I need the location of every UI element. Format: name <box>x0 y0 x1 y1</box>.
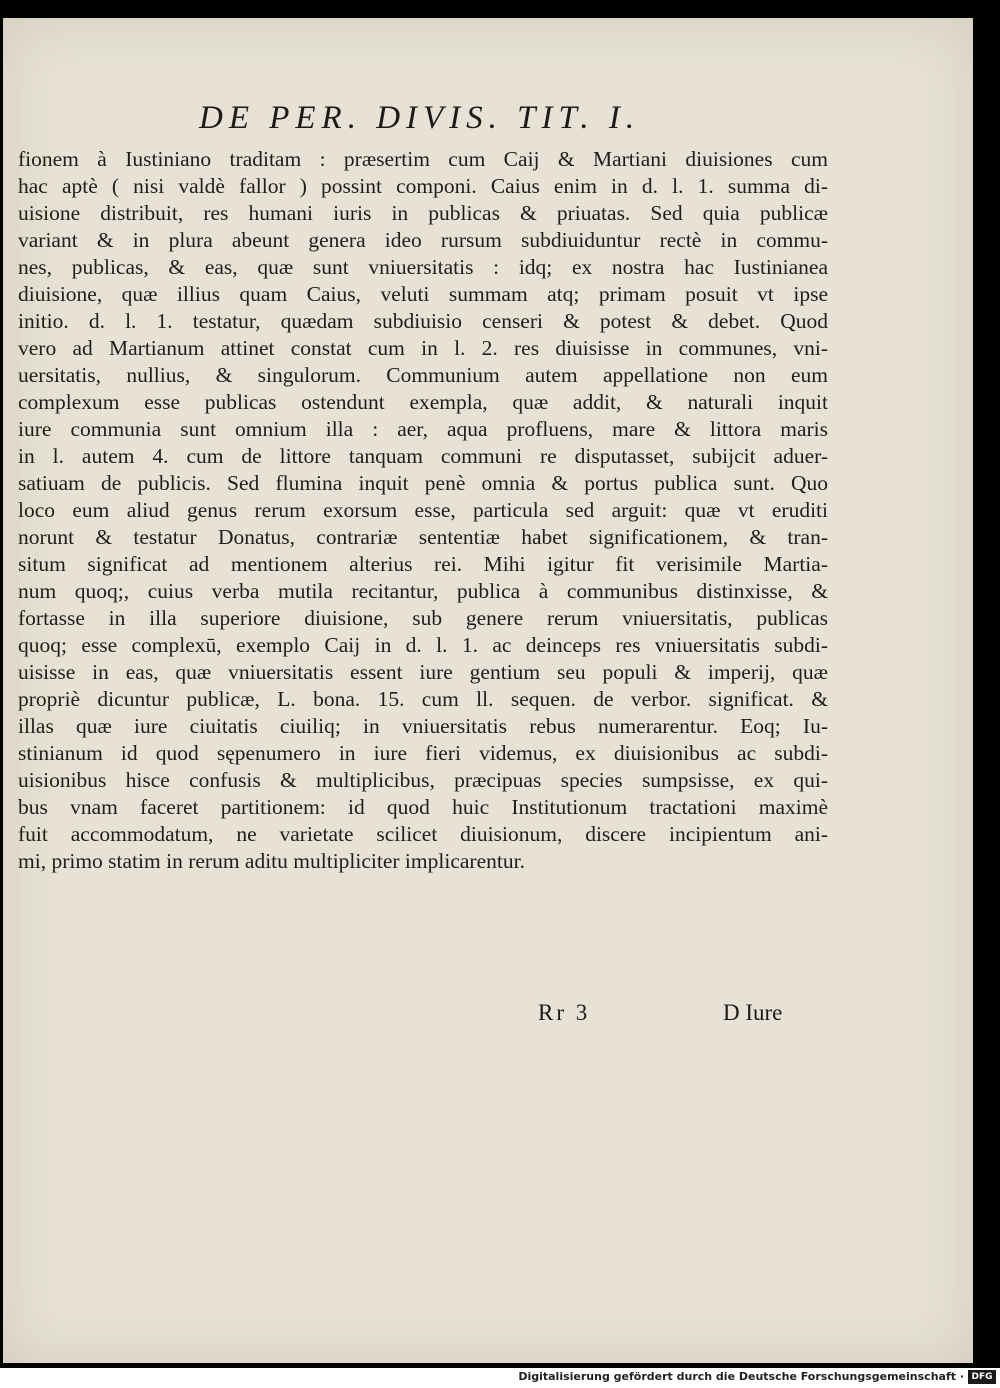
text-line: complexum esse publicas ostendunt exempla, quæ addit, & naturali inquit <box>18 390 828 414</box>
signature-mark: Rr 3 <box>538 1000 591 1025</box>
book-page <box>3 18 973 1363</box>
funding-credit: Digitalisierung gefördert durch die Deutsche Forschungsgemeinschaft · <box>518 1370 964 1383</box>
text-line: uisione distribuit, res humani iuris in publicas & priuatas. Sed quia publicæ <box>18 201 828 225</box>
text-line: quoq; esse complexū, exemplo Caij in d. l. 1. ac deinceps res vniuersitatis subdi- <box>18 633 828 657</box>
text-line: diuisione, quæ illius quam Caius, veluti summam atq; primam posuit vt ipse <box>18 282 828 306</box>
text-line: loco eum aliud genus rerum exorsum esse, particula sed arguit: quæ vt eruditi <box>18 498 828 522</box>
text-line: hac aptè ( nisi valdè fallor ) possint componi. Caius enim in d. l. 1. summa di- <box>18 174 828 198</box>
running-head: DE PER. DIVIS. TIT. I. <box>199 100 641 136</box>
text-line: fortasse in illa superiore diuisione, sub genere rerum vniuersitatis, publicas <box>18 606 828 630</box>
text-line: illas quæ iure ciuitatis ciuiliq; in vniuersitatis rebus numerarentur. Eoq; Iu- <box>18 714 828 738</box>
text-line: uersitatis, nullius, & singulorum. Communium autem appellatione non eum <box>18 363 828 387</box>
text-line: vero ad Martianum attinet constat cum in l. 2. res diuisisse in communes, vni- <box>18 336 828 360</box>
text-line: mi, primo statim in rerum aditu multipliciter implicarentur. <box>18 849 525 873</box>
body-text <box>18 146 828 875</box>
catchword: D Iure <box>723 1000 783 1025</box>
text-line: satiuam de publicis. Sed flumina inquit penè omnia & portus publica sunt. Quo <box>18 471 828 495</box>
text-line: fionem à Iustiniano traditam : præsertim cum Caij & Martiani diuisiones cum <box>18 147 828 171</box>
text-line: situm significat ad mentionem alterius rei. Mihi igitur fit verisimile Martia- <box>18 552 828 576</box>
text-line: propriè dicuntur publicæ, L. bona. 15. cum ll. sequen. de verbor. significat. & <box>18 687 828 711</box>
text-line: nes, publicas, & eas, quæ sunt vniuersitatis : idq; ex nostra hac Iustinianea <box>18 255 828 279</box>
text-line: iure communia sunt omnium illa : aer, aqua profluens, mare & littora maris <box>18 417 828 441</box>
text-line: uisionibus hisce confusis & multiplicibus, præcipuas species sumpsisse, ex qui- <box>18 768 828 792</box>
text-line: variant & in plura abeunt genera ideo rursum subdiuiduntur rectè in commu- <box>18 228 828 252</box>
footer-bar <box>0 1368 1000 1388</box>
text-line: in l. autem 4. cum de littore tanquam communi re disputasset, subijcit aduer- <box>18 444 828 468</box>
text-line: num quoq;, cuius verba mutila recitantur, publica à communibus distinxisse, & <box>18 579 828 603</box>
text-line: norunt & testatur Donatus, contrariæ sententiæ habet significationem, & tran- <box>18 525 828 549</box>
text-line: uisisse in eas, quæ vniuersitatis essent iure gentium seu populi & imperij, quæ <box>18 660 828 684</box>
text-line: stinianum id quod sępenumero in iure fieri videmus, ex diuisionibus ac subdi- <box>18 741 828 765</box>
dfg-logo: DFG <box>968 1370 996 1384</box>
text-line: bus vnam faceret partitionem: id quod huic Institutionum tractationi maximè <box>18 795 828 819</box>
text-line: initio. d. l. 1. testatur, quædam subdiuisio censeri & potest & debet. Quod <box>18 309 828 333</box>
text-line: fuit accommodatum, ne varietate scilicet diuisionum, discere incipientum ani- <box>18 822 828 846</box>
